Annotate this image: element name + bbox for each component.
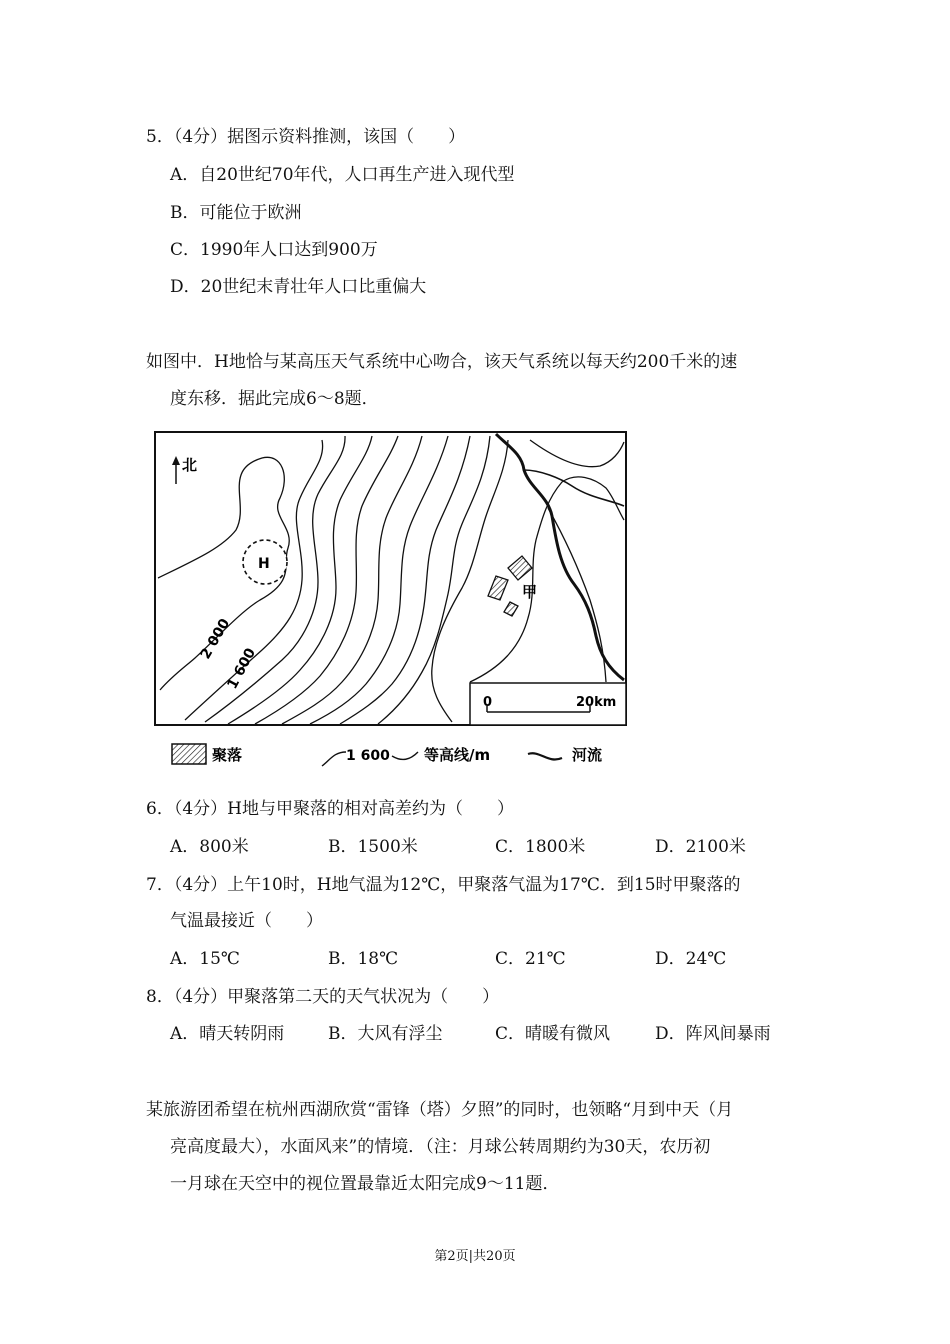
q8-option-b: B．大风有浮尘 (328, 1024, 443, 1044)
legend-settlement-swatch (172, 744, 206, 764)
legend-river-label: 河流 (572, 746, 603, 764)
north-label: 北 (182, 456, 198, 474)
intro1-line2: 度东移．据此完成6～8题． (170, 389, 379, 409)
q8-stem: 8．（4分）甲聚落第二天的天气状况为（ ） (146, 987, 500, 1007)
legend-contour-line (322, 752, 346, 766)
q5-option-a: A．自20世纪70年代，人口再生产进入现代型 (170, 165, 515, 185)
settlement-label: 甲 (522, 583, 538, 601)
q6-option-a: A．800米 (170, 837, 249, 857)
q8-option-a: A．晴天转阴雨 (170, 1024, 285, 1044)
q6-option-b: B．1500米 (328, 837, 418, 857)
north-arrow-head-icon (172, 456, 180, 465)
intro2-line1: 某旅游团希望在杭州西湖欣赏“雷锋（塔）夕照”的同时，也领略“月到中天（月 (146, 1100, 734, 1120)
q6-option-d: D．2100米 (655, 837, 746, 857)
q8-option-d: D．阵风间暴雨 (655, 1024, 771, 1044)
q5-stem: 5．（4分）据图示资料推测，该国（ ） (146, 127, 466, 147)
legend-settlement-label: 聚落 (212, 746, 243, 764)
intro2-line3: 一月球在天空中的视位置最靠近太阳完成9～11题． (170, 1174, 560, 1194)
q6-option-c: C．1800米 (495, 837, 586, 857)
q7-option-c: C．21℃ (495, 949, 566, 969)
h-label: H (258, 556, 270, 572)
q5-option-d: D．20世纪末青壮年人口比重偏大 (170, 277, 427, 297)
q7-option-d: D．24℃ (655, 949, 727, 969)
intro2-line2: 亮高度最大），水面风来”的情境．（注：月球公转周期约为30天，农历初 (170, 1137, 711, 1157)
q5-option-c: C．1990年人口达到900万 (170, 240, 378, 260)
river-tributary (524, 470, 624, 506)
scale-zero: 0 (483, 695, 493, 710)
page-footer: 第2页|共20页 (434, 1249, 516, 1264)
legend-contour-label: 等高线/m (424, 746, 491, 764)
q7-stem-line2: 气温最接近（ ） (170, 911, 323, 931)
scale-20km: 20km (576, 695, 617, 710)
contour-label-2000: 2 000 (197, 616, 234, 662)
legend-river-line (528, 753, 562, 759)
q8-option-c: C．晴暖有微风 (495, 1024, 611, 1044)
contour-map (146, 426, 630, 771)
legend-contour-value: 1 600 (346, 748, 390, 764)
river-main (496, 434, 624, 680)
q6-stem: 6．（4分）H地与甲聚落的相对高差约为（ ） (146, 799, 514, 819)
intro1-line1: 如图中．H地恰与某高压天气系统中心吻合，该天气系统以每天约200千米的速 (146, 352, 738, 372)
q7-option-b: B．18℃ (328, 949, 399, 969)
contour-label-1600: 1 600 (224, 645, 260, 692)
q5-option-b: B．可能位于欧洲 (170, 203, 302, 223)
q7-option-a: A．15℃ (170, 949, 240, 969)
q7-stem-line1: 7．（4分）上午10时，H地气温为12℃，甲聚落气温为17℃．到15时甲聚落的 (146, 875, 741, 895)
